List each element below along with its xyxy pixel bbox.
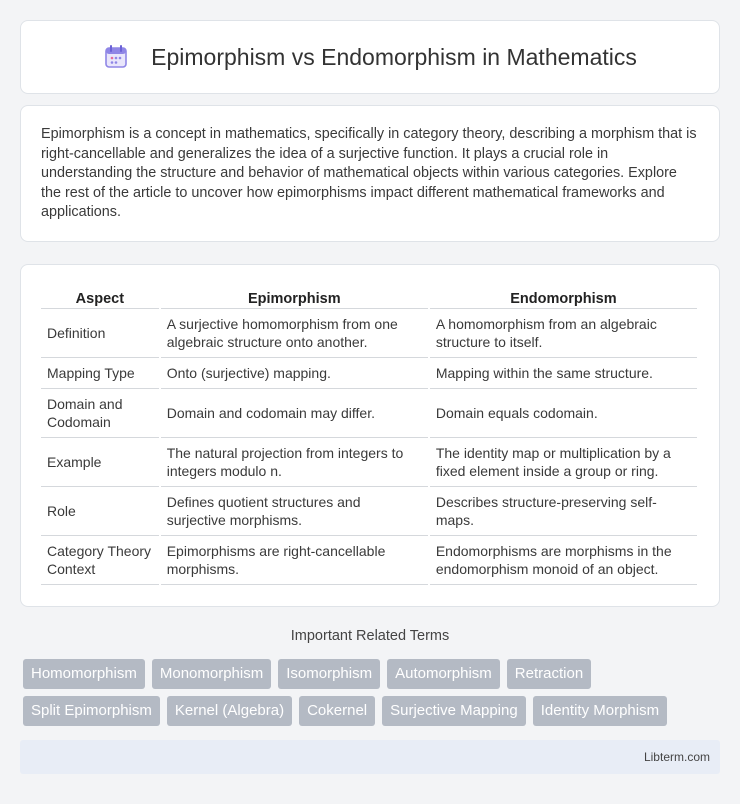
header-aspect: Aspect: [41, 285, 159, 309]
intro-paragraph: Epimorphism is a concept in mathematics, specifically in category theory, describing a morphism that is right-cancellable and generalizes the idea of a surjective function. It plays a crucial role in understanding the structure and behavior of mathematical objects within various categories. Explore the rest of the article to uncover how epimorphisms impact different mathematical frameworks and applications.: [41, 126, 697, 221]
footer-site-link[interactable]: Libterm.com: [643, 750, 710, 764]
tag-cokernel[interactable]: Cokernel: [299, 696, 375, 726]
cell-aspect: Definition: [41, 309, 159, 358]
tag-identity-morphism[interactable]: Identity Morphism: [533, 696, 667, 726]
tag-row: [23, 659, 723, 689]
tag-surjective-mapping[interactable]: Surjective Mapping: [382, 696, 526, 726]
footer: [20, 740, 720, 774]
cell-endomorphism: Domain equals codomain.: [430, 389, 697, 438]
table-header-row: [41, 285, 697, 309]
tag-isomorphism[interactable]: Isomorphism: [278, 659, 380, 689]
related-terms-list: [23, 659, 723, 733]
cell-epimorphism: A surjective homomorphism from one algebraic structure onto another.: [161, 309, 428, 358]
cell-endomorphism: Mapping within the same structure.: [430, 358, 697, 389]
cell-aspect: Mapping Type: [41, 358, 159, 389]
tag-retraction[interactable]: Retraction: [507, 659, 591, 689]
cell-aspect: Role: [41, 487, 159, 536]
cell-endomorphism: A homomorphism from an algebraic structure to itself.: [430, 309, 697, 358]
header-epimorphism: Epimorphism: [161, 285, 428, 309]
table-row: [41, 536, 697, 585]
tag-split-epimorphism[interactable]: Split Epimorphism: [23, 696, 160, 726]
cell-endomorphism: Endomorphisms are morphisms in the endomorphism monoid of an object.: [430, 536, 697, 585]
calendar-icon: [103, 44, 129, 70]
cell-epimorphism: Epimorphisms are right-cancellable morphisms.: [161, 536, 428, 585]
tag-automorphism[interactable]: Automorphism: [387, 659, 500, 689]
intro-card: [20, 105, 720, 242]
tag-homomorphism[interactable]: Homomorphism: [23, 659, 145, 689]
page-title: Epimorphism vs Endomorphism in Mathematics: [151, 43, 637, 70]
header-endomorphism: Endomorphism: [430, 285, 697, 309]
table-row: [41, 309, 697, 358]
cell-epimorphism: Domain and codomain may differ.: [161, 389, 428, 438]
table-row: [41, 358, 697, 389]
cell-aspect: Category Theory Context: [41, 536, 159, 585]
table-row: [41, 389, 697, 438]
cell-endomorphism: Describes structure-preserving self-maps.: [430, 487, 697, 536]
tag-row: [23, 696, 723, 726]
related-terms-heading: Important Related Terms: [290, 628, 450, 644]
cell-endomorphism: The identity map or multiplication by a fixed element inside a group or ring.: [430, 438, 697, 487]
title-card: [20, 20, 720, 94]
comparison-table: [39, 285, 699, 585]
cell-epimorphism: Onto (surjective) mapping.: [161, 358, 428, 389]
cell-aspect: Domain and Codomain: [41, 389, 159, 438]
cell-epimorphism: The natural projection from integers to integers modulo n.: [161, 438, 428, 487]
cell-epimorphism: Defines quotient structures and surjective morphisms.: [161, 487, 428, 536]
table-row: [41, 487, 697, 536]
cell-aspect: Example: [41, 438, 159, 487]
tag-monomorphism[interactable]: Monomorphism: [152, 659, 271, 689]
table-row: [41, 438, 697, 487]
comparison-card: [20, 264, 720, 607]
tag-kernel-algebra[interactable]: Kernel (Algebra): [167, 696, 292, 726]
